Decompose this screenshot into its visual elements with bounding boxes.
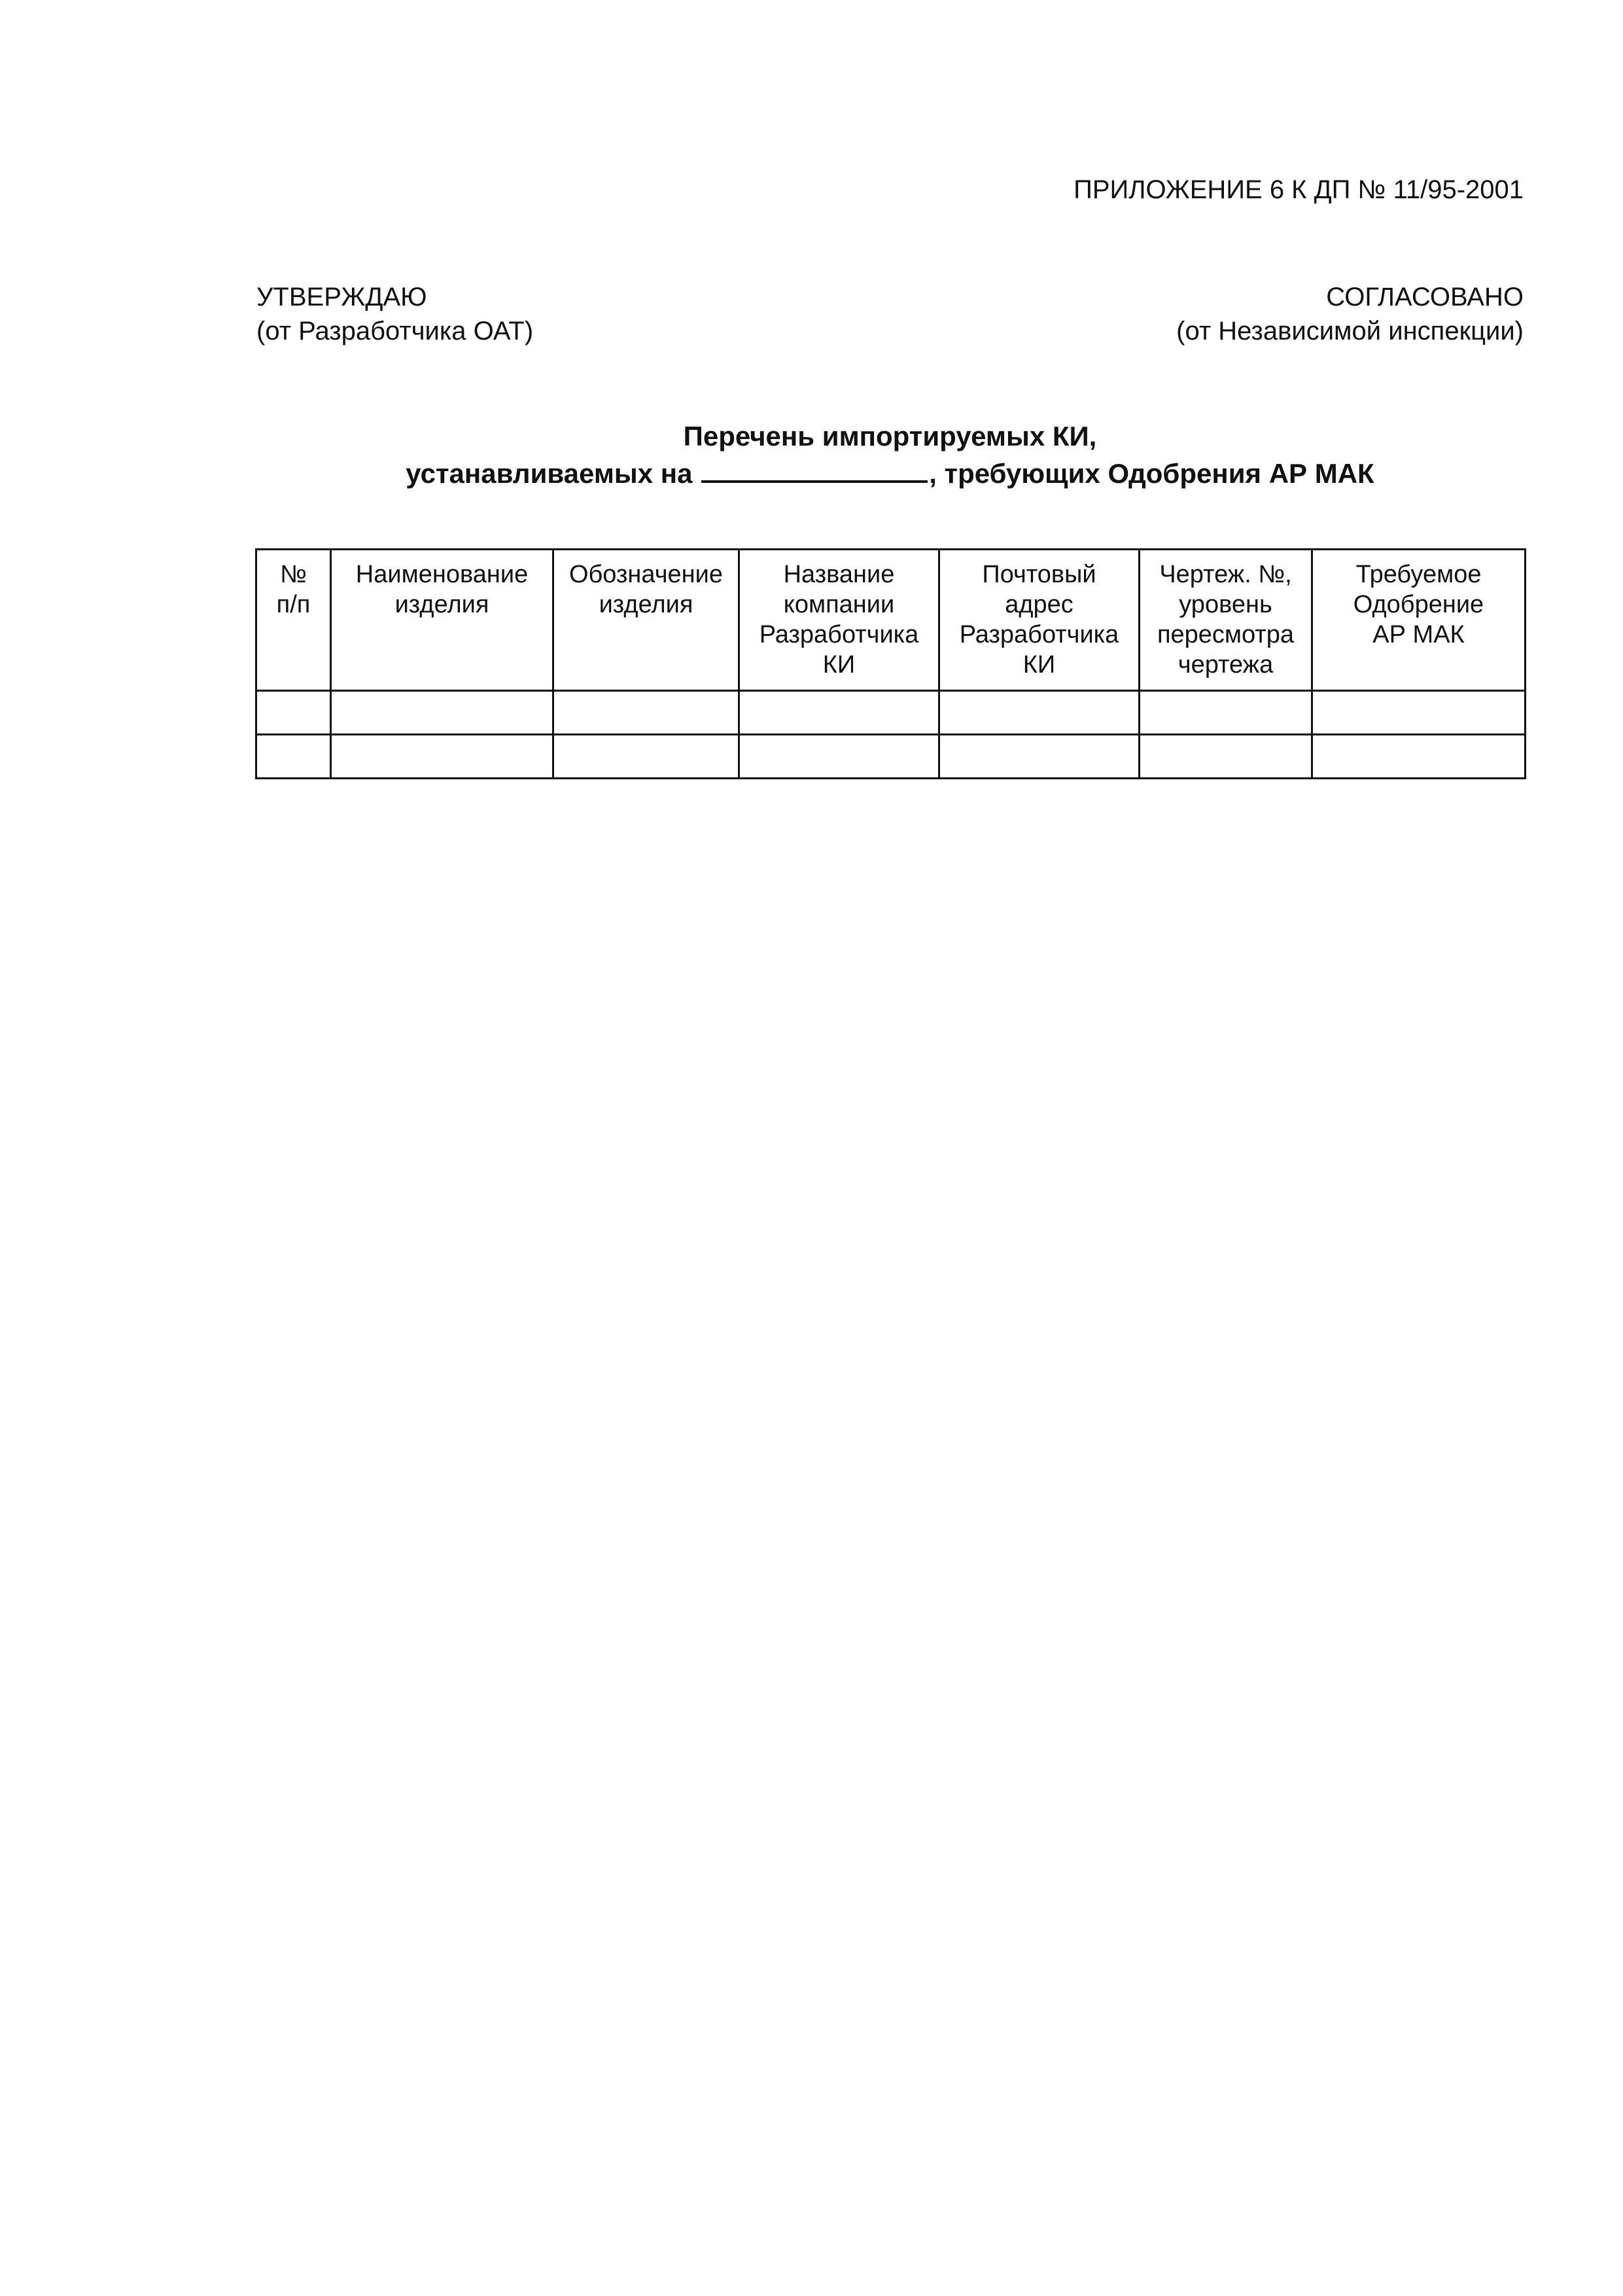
- column-header-line: Наименование: [355, 561, 529, 588]
- table-cell: [331, 691, 553, 735]
- table-cell: [939, 691, 1140, 735]
- approval-label: УТВЕРЖДАЮ: [256, 283, 427, 311]
- table-cell: [256, 735, 331, 779]
- table-cell: [939, 735, 1140, 779]
- column-header: [256, 550, 331, 691]
- column-header-line: адрес: [1005, 591, 1073, 618]
- column-header: [331, 550, 553, 691]
- table-cell: [553, 691, 739, 735]
- title-line-2-prefix: устанавливаемых на: [406, 458, 693, 489]
- approval-source: (от Разработчика ОАТ): [256, 317, 534, 345]
- column-header-line: КИ: [822, 651, 856, 679]
- table-cell: [739, 735, 939, 779]
- table-cell: [256, 691, 331, 735]
- column-header-line: Разработчика: [959, 621, 1119, 648]
- table-cell: [1312, 735, 1526, 779]
- table-cell: [331, 735, 553, 779]
- agreement-block: [1176, 280, 1524, 348]
- table-row: [256, 735, 1526, 779]
- column-header-line: изделия: [599, 591, 693, 618]
- table-cell: [1140, 691, 1312, 735]
- table-cell: [553, 735, 739, 779]
- column-header-line: изделия: [394, 591, 489, 618]
- document-title: [256, 417, 1524, 492]
- column-header-line: Одобрение: [1353, 591, 1484, 618]
- agreement-label: СОГЛАСОВАНО: [1326, 283, 1524, 311]
- column-header-line: п/п: [276, 591, 311, 618]
- table-header-row: [256, 550, 1526, 691]
- column-header-line: компании: [783, 591, 895, 618]
- table-cell: [1312, 691, 1526, 735]
- appendix-reference: ПРИЛОЖЕНИЕ 6 К ДП № 11/95-2001: [1073, 175, 1524, 204]
- column-header-line: Разработчика: [759, 621, 919, 648]
- column-header-line: чертежа: [1178, 651, 1274, 679]
- approval-block: [256, 280, 533, 348]
- column-header-line: пересмотра: [1157, 621, 1295, 648]
- column-header: [739, 550, 939, 691]
- table-body: [256, 691, 1526, 779]
- fill-in-blank: [701, 480, 928, 483]
- column-header-line: Обозначение: [568, 561, 723, 588]
- column-header: [939, 550, 1140, 691]
- table-cell: [739, 691, 939, 735]
- column-header-line: уровень: [1179, 591, 1272, 618]
- table-row: [256, 691, 1526, 735]
- title-line-2: [256, 455, 1524, 492]
- table-cell: [1140, 735, 1312, 779]
- column-header-line: АР МАК: [1372, 621, 1465, 648]
- title-line-1: Перечень импортируемых КИ,: [683, 421, 1097, 451]
- column-header-line: Название: [783, 561, 895, 588]
- column-header: [1312, 550, 1526, 691]
- title-line-2-suffix: , требующих Одобрения АР МАК: [929, 458, 1374, 489]
- column-header: [1140, 550, 1312, 691]
- column-header-line: Чертеж. №,: [1159, 561, 1292, 588]
- column-header-line: КИ: [1022, 651, 1056, 679]
- column-header-line: №: [280, 561, 307, 588]
- column-header-line: Почтовый: [982, 561, 1096, 588]
- items-table: [255, 548, 1526, 779]
- column-header: [553, 550, 739, 691]
- column-header-line: Требуемое: [1355, 561, 1482, 588]
- agreement-source: (от Независимой инспекции): [1176, 317, 1524, 345]
